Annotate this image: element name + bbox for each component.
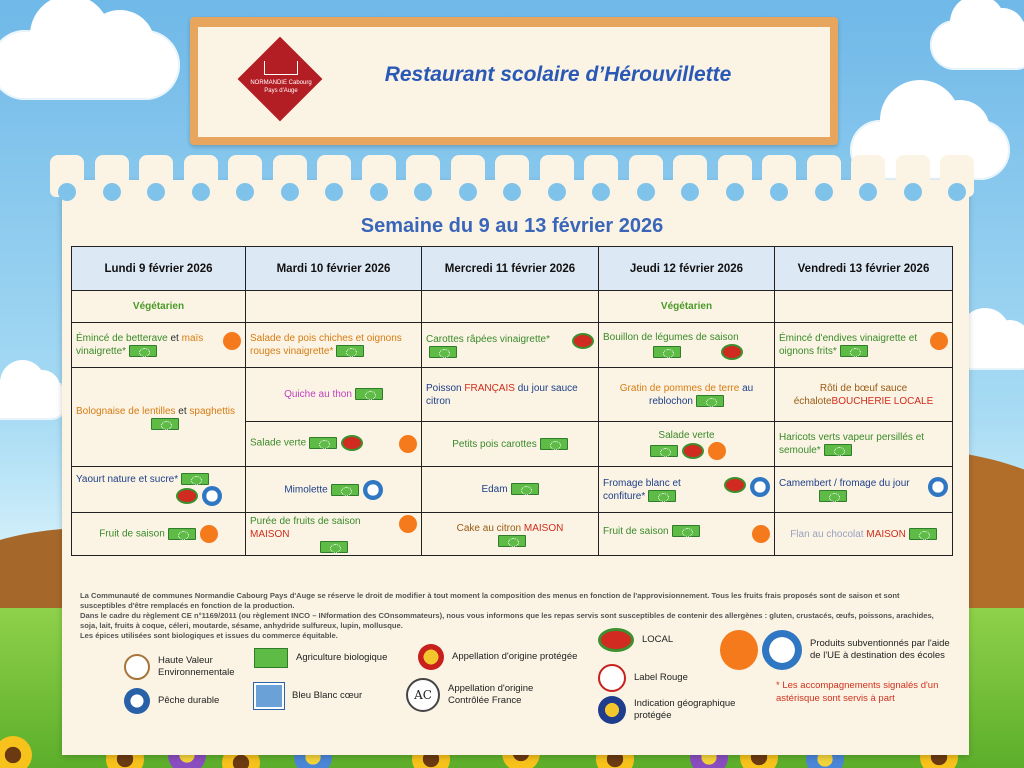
dish-text: et (167, 333, 182, 344)
menu-cell (72, 467, 246, 513)
legend-aop (418, 644, 598, 670)
binding-hole (681, 183, 699, 201)
weekly-menu-table (71, 246, 953, 556)
dish (603, 526, 669, 537)
legend-peche (124, 688, 254, 714)
footnote-line: Dans le cadre du règlement CE n°1169/2011 (ou règlement INCO – INformation des COnsommateurs), nous vous informons que les repas servis sont susceptibles de contenir des allergènes : gluten, crustacés, œufs, poissons, arachides, soja, lait, fruits à coque, céleri, moutarde, sésame, anhydride sulfureux, lupin, mollusque. (80, 611, 934, 630)
binding-hole (503, 183, 521, 201)
cloud (0, 380, 70, 420)
bleu-blanc-coeur-icon (254, 683, 284, 709)
cloud (930, 20, 1024, 70)
organic-icon (320, 541, 348, 553)
aoc-icon: AC (406, 678, 440, 712)
legend-ab (254, 648, 414, 668)
organic-icon (168, 528, 196, 540)
dish (284, 484, 327, 495)
dish-text: Rôti de bœuf sauce échalote (793, 382, 908, 407)
organic-icon (254, 648, 288, 668)
legend-ue (720, 630, 960, 670)
dish (603, 332, 739, 343)
dish (658, 430, 714, 441)
menu-cell (775, 513, 953, 556)
organic-icon (696, 395, 724, 407)
fruit-school-icon (399, 435, 417, 453)
dish (76, 474, 178, 485)
legend-local (598, 628, 718, 652)
header-panel (198, 27, 830, 137)
dish (250, 438, 306, 449)
menu-cell (599, 422, 775, 467)
legend-label: LOCAL (642, 634, 674, 645)
day-header: Lundi 9 février 2026 (72, 247, 246, 291)
menu-cell (599, 467, 775, 513)
page-title: Restaurant scolaire d’Hérouvillette (384, 63, 732, 86)
dish-text: Émincé de betterave (76, 333, 168, 344)
dish-text: Salade verte (250, 437, 307, 449)
binding-hole (281, 183, 299, 201)
binding-hole (592, 183, 610, 201)
dish-text: au reblochon (649, 382, 754, 407)
menu-cell (422, 467, 599, 513)
menu-cell (72, 323, 246, 368)
local-icon (176, 488, 198, 504)
dish (426, 334, 550, 345)
fish-durable-icon (124, 688, 150, 714)
milk-school-icon (750, 477, 770, 497)
dish-text: et sucre* (135, 474, 179, 485)
vegetarian-label: Végétarien (599, 291, 775, 323)
dish (620, 383, 753, 407)
legend-label-rouge (598, 664, 718, 692)
binding-hole (459, 183, 477, 201)
dish-text: Quiche au thon (284, 389, 352, 400)
main-row (72, 368, 953, 422)
binding-hole (325, 183, 343, 201)
fruit-school-icon (752, 525, 770, 543)
dish-text: Bouillon de légumes de saison (603, 331, 739, 343)
dish-text: maïs (181, 333, 204, 344)
dish-text: Carottes râpées vinaigrette* (426, 333, 550, 345)
local-icon (572, 333, 594, 349)
milk-school-icon (363, 480, 383, 500)
menu-cell (775, 368, 953, 422)
legend-label: Appellation d'origine protégée (452, 651, 578, 662)
organic-icon (151, 418, 179, 430)
dish-text: Camembert / fromage du jour (779, 478, 910, 489)
empty-cell (422, 291, 599, 323)
binding-hole (370, 183, 388, 201)
label-rouge-icon (598, 664, 626, 692)
menu-cell (599, 513, 775, 556)
dish (250, 516, 361, 540)
menu-cell (775, 467, 953, 513)
milk-school-icon (202, 486, 222, 506)
local-icon (598, 628, 634, 652)
week-title: Semaine du 9 au 13 février 2026 (360, 215, 664, 237)
menu-cell (72, 513, 246, 556)
vegetarian-row (72, 291, 953, 323)
cloud (0, 30, 180, 100)
vegetarian-label: Végétarien (72, 291, 246, 323)
dish-text: Yaourt nature (76, 474, 136, 485)
organic-icon (819, 490, 847, 502)
fruit-school-icon (720, 630, 758, 670)
menu-cell (775, 422, 953, 467)
organic-icon (498, 535, 526, 547)
organic-icon (181, 473, 209, 485)
dish (457, 523, 564, 534)
binding-hole (548, 183, 566, 201)
menu-cell (599, 323, 775, 368)
legend-label: Haute Valeur Environnementale (158, 655, 235, 678)
day-header: Mercredi 11 février 2026 (422, 247, 599, 291)
dish (284, 389, 352, 400)
day-header-row (72, 247, 953, 291)
local-icon (341, 435, 363, 451)
organic-icon (672, 525, 700, 537)
dish (790, 529, 906, 540)
day-header: Jeudi 12 février 2026 (599, 247, 775, 291)
menu-cell (775, 323, 953, 368)
fruit-school-icon (930, 332, 948, 350)
dish (481, 484, 507, 495)
menu-cell (599, 368, 775, 422)
organic-icon (824, 444, 852, 456)
dish (76, 406, 235, 417)
fruit-school-icon (708, 442, 726, 460)
legend-label: Label Rouge (634, 672, 688, 683)
dish-text: Gratin de (619, 382, 664, 394)
dish-text: Salade de pois chiches et oignons rouges vinaigrette* (250, 333, 402, 357)
binding-hole (103, 183, 121, 201)
binding-hole (859, 183, 877, 201)
organic-icon (650, 445, 678, 457)
hve-icon (124, 654, 150, 680)
organic-icon (129, 345, 157, 357)
dish-text: Cake au citron (456, 522, 524, 534)
dish (794, 383, 934, 407)
dish-text: et (175, 405, 190, 417)
organic-icon (648, 490, 676, 502)
menu-cell (422, 513, 599, 556)
dish-text: MAISON (250, 529, 290, 540)
local-icon (724, 477, 746, 493)
binding-hole (414, 183, 432, 201)
binding-hole (770, 183, 788, 201)
organic-icon (511, 483, 539, 495)
day-header: Mardi 10 février 2026 (246, 247, 422, 291)
footnote-line: La Communauté de communes Normandie Cabourg Pays d'Auge se réserve le droit de modifier à tout moment la composition des menus en fonction de l'approvisionnement. Tous les fruits frais proposés sont de saison et sont susceptibles d'être remplacés en fonction de la production. (80, 591, 900, 610)
dish-text: FRANÇAIS (464, 382, 515, 394)
menu-cell (246, 323, 422, 368)
menu-cell (72, 368, 246, 467)
dish-text: vinaigrette* (76, 346, 127, 357)
dish-text: Mimolette (284, 484, 328, 496)
menu-cell (422, 368, 599, 422)
organic-icon (331, 484, 359, 496)
dish-text: Haricots verts vapeur persillés et semoule* (779, 432, 925, 456)
legend-label: Agriculture biologique (296, 652, 388, 663)
fruit-school-icon (223, 332, 241, 350)
dish (452, 439, 536, 450)
organic-icon (653, 346, 681, 358)
local-icon (721, 344, 743, 360)
legend-bbc (254, 683, 414, 709)
legend-igp (598, 696, 758, 724)
dish (779, 478, 910, 489)
spiral-binding (40, 155, 990, 205)
organic-icon (336, 345, 364, 357)
dish-text: Flan au chocolat (790, 528, 867, 540)
menu-cell (246, 467, 422, 513)
organic-icon (540, 438, 568, 450)
legend-label: Produits subventionnés par l'aide de l'UE à destination des écoles (810, 638, 950, 661)
binding-hole (904, 183, 922, 201)
menu-cell (246, 368, 422, 422)
aop-icon (418, 644, 444, 670)
dish-text: Émincé d'endives vinaigrette et oignons frits* (779, 333, 918, 357)
binding-hole (726, 183, 744, 201)
binding-hole (948, 183, 966, 201)
igp-icon (598, 696, 626, 724)
header-board (190, 17, 838, 145)
dish (426, 383, 578, 407)
organic-icon (309, 437, 337, 449)
empty-cell (775, 291, 953, 323)
day-header: Vendredi 13 février 2026 (775, 247, 953, 291)
dish-text: Salade verte (658, 429, 715, 441)
milk-school-icon (928, 477, 948, 497)
binding-hole (815, 183, 833, 201)
binding-hole (192, 183, 210, 201)
dish (250, 333, 402, 357)
legend-label: Appellation d'origine Contrôlée France (448, 683, 534, 706)
legend-aoc (406, 678, 576, 712)
dish-text: BOUCHERIE LOCALE (831, 395, 934, 407)
dish-text: MAISON (866, 528, 906, 540)
organic-icon (909, 528, 937, 540)
logo-mark-icon (264, 61, 298, 75)
dish-text: Edam (481, 484, 508, 495)
dish-text: Poisson (426, 382, 465, 394)
dish-text: Fruit de saison (603, 526, 669, 537)
legend-hve (124, 654, 254, 680)
asterisk-note: * Les accompagnements signalés d'un astérisque sont servis à part (776, 680, 939, 704)
empty-cell (246, 291, 422, 323)
menu-cell (422, 323, 599, 368)
starter-row (72, 323, 953, 368)
fruit-school-icon (399, 515, 417, 533)
dish-text: Fromage blanc et confiture* (603, 477, 681, 502)
dairy-row (72, 467, 953, 513)
menu-cell (246, 422, 422, 467)
dish-text: Fruit de saison (99, 528, 165, 540)
binding-hole (236, 183, 254, 201)
legend-label: Bleu Blanc cœur (292, 690, 363, 701)
menu-cell (246, 513, 422, 556)
dish (99, 529, 165, 540)
dish-text: pommes de terre (663, 382, 740, 394)
dish-text: MAISON (523, 522, 564, 534)
dish-text: Purée de fruits de saison (250, 516, 361, 527)
organic-icon (429, 346, 457, 358)
footnote-line: Les épices utilisées sont biologiques et issues du commerce équitable. (80, 631, 338, 640)
dish-text: Bolognaise de lentilles (76, 405, 176, 417)
dessert-row (72, 513, 953, 556)
legend-label: Indication géographique protégée (634, 698, 736, 721)
binding-hole (147, 183, 165, 201)
organic-icon (355, 388, 383, 400)
dish-text: Petits pois carottes (452, 438, 537, 450)
milk-school-icon (762, 630, 802, 670)
organic-icon (840, 345, 868, 357)
local-icon (682, 443, 704, 459)
dish-text: du jour sauce citron (426, 382, 578, 407)
binding-hole (637, 183, 655, 201)
logo-text: NORMANDIE Cabourg Pays d'Auge (250, 80, 312, 94)
dish-text: spaghettis (189, 405, 236, 417)
menu-cell (422, 422, 599, 467)
binding-hole (58, 183, 76, 201)
legend-label: Pêche durable (158, 695, 220, 706)
fruit-school-icon (200, 525, 218, 543)
